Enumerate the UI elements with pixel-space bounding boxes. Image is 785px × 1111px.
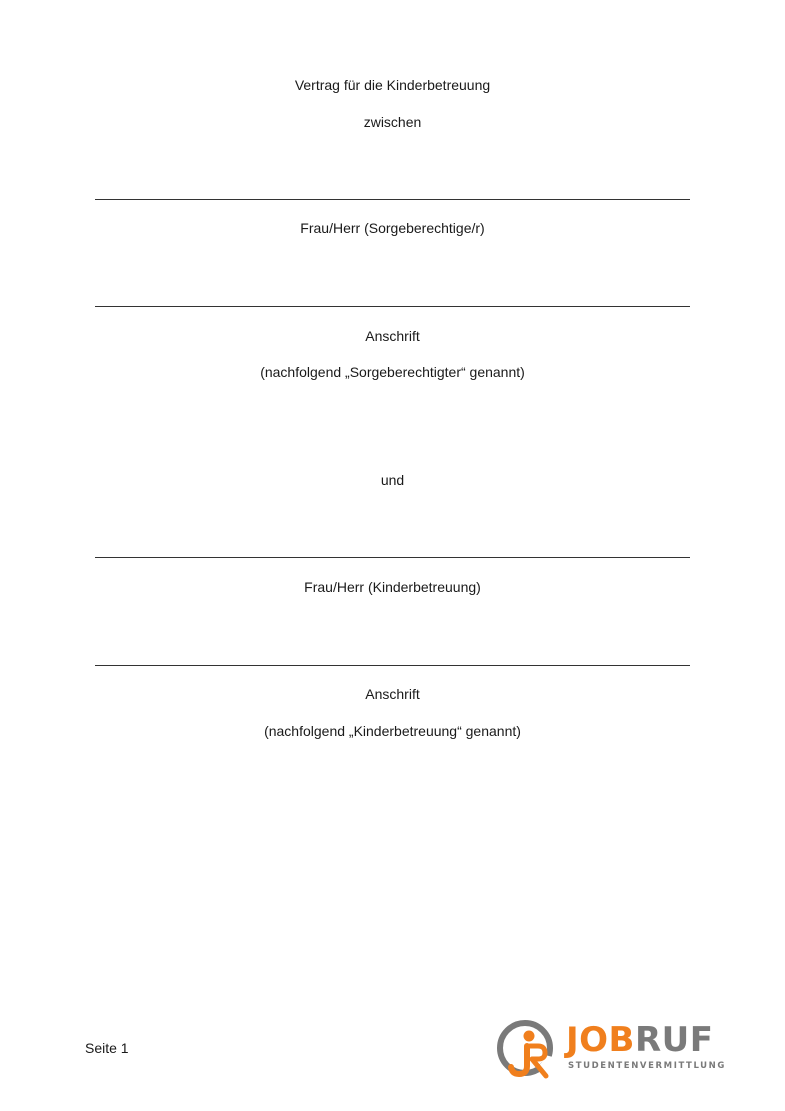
- party1-role-label: Frau/Herr (Sorgeberechtige/r): [300, 220, 485, 236]
- jobruf-wordmark-accent: JOB: [566, 1020, 635, 1060]
- document-title: Vertrag für die Kinderbetreuung: [294, 77, 491, 93]
- signature-line-party1-address: [95, 306, 690, 307]
- jobruf-tagline: STUDENTENVERMITTLUNG: [568, 1061, 726, 1071]
- signature-line-party1-name: [95, 199, 690, 200]
- page-number: Seite 1: [85, 1040, 129, 1056]
- signature-line-party2-address: [95, 665, 690, 666]
- and-text: und: [380, 472, 405, 488]
- jobruf-wordmark: [566, 1020, 713, 1060]
- jobruf-logo: [494, 1016, 726, 1084]
- party1-address-label: Anschrift: [365, 328, 420, 344]
- party2-role-label: Frau/Herr (Kinderbetreuung): [304, 579, 481, 595]
- jobruf-wordmark-rest: RUF: [634, 1020, 714, 1060]
- signature-line-party2-name: [95, 557, 690, 558]
- between-text: zwischen: [363, 114, 422, 130]
- jobruf-logo-mark-icon: [494, 1016, 562, 1084]
- party2-alias-text: (nachfolgend „Kinderbetreuung“ genannt): [264, 723, 521, 739]
- party1-alias-text: (nachfolgend „Sorgeberechtigter“ genannt): [260, 364, 525, 380]
- party2-address-label: Anschrift: [365, 686, 420, 702]
